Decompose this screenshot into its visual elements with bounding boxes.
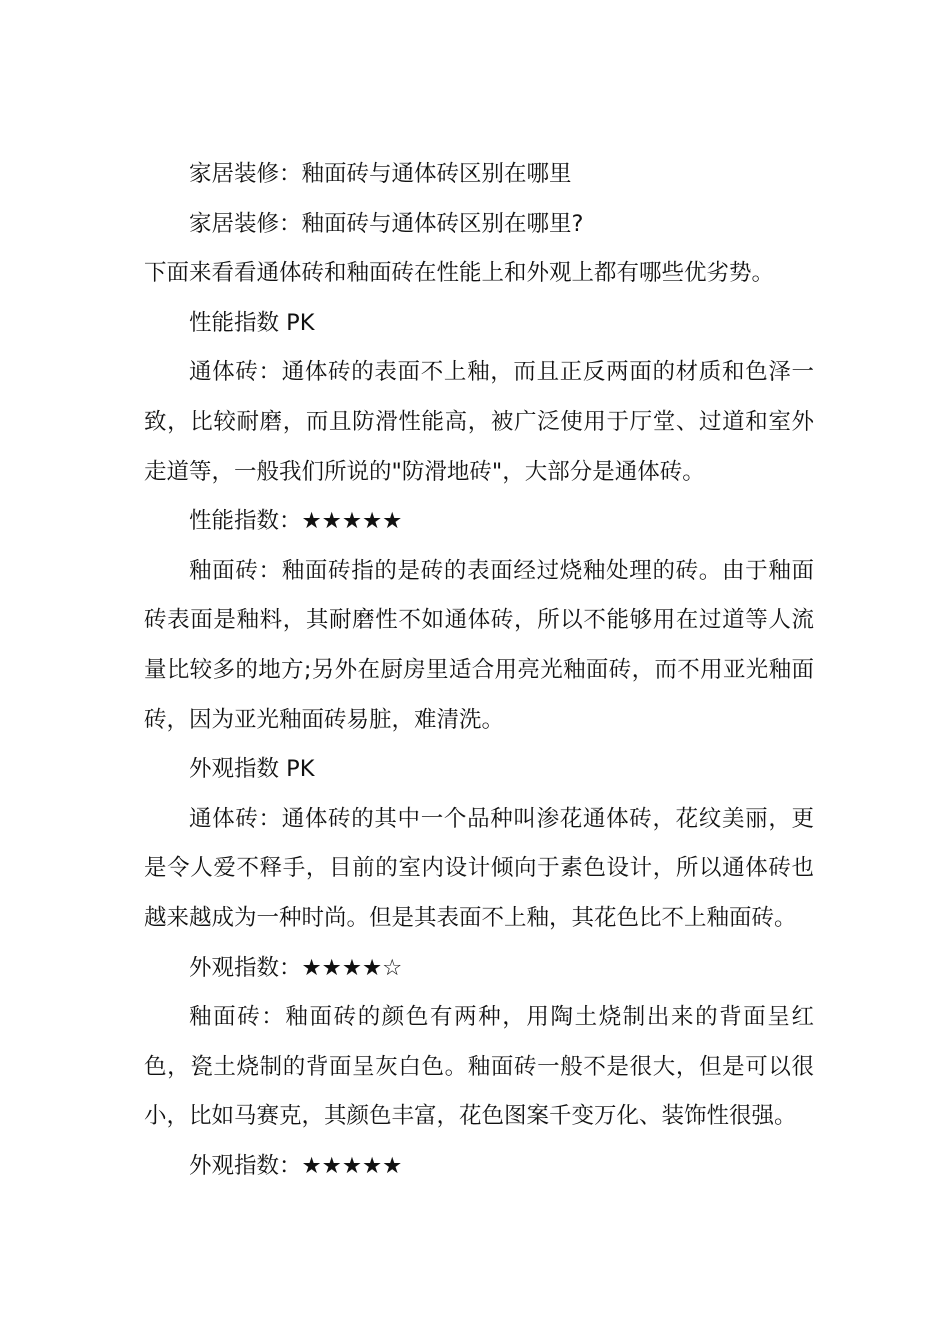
document-subtitle: 家居装修：釉面砖与通体砖区别在哪里? [189, 210, 584, 237]
rating-full-body-tile-performance: 性能指数：★★★★★ [189, 508, 403, 535]
rating-full-body-tile-appearance: 外观指数：★★★★☆ [189, 954, 403, 981]
paragraph-full-body-tile-performance: 通体砖：通体砖的表面不上釉，而且正反两面的材质和色泽一致，比较耐磨，而且防滑性能高，被广泛使用于厅堂、过道和室外走道等，一般我们所说的"防滑地砖"，大部分是通体砖。 [144, 359, 814, 485]
paragraph-full-body-tile-appearance: 通体砖：通体砖的其中一个品种叫渗花通体砖，花纹美丽，更是令人爱不释手，目前的室内设计倾向于素色设计，所以通体砖也越来越成为一种时尚。但是其表面不上釉，其花色比不上釉面砖。 [144, 805, 814, 931]
document-body [144, 150, 814, 1191]
section-heading-appearance: 外观指数 PK [189, 756, 315, 783]
paragraph-glazed-tile-appearance: 釉面砖：釉面砖的颜色有两种，用陶土烧制出来的背面呈红色，瓷土烧制的背面呈灰白色。釉面砖一般不是很大，但是可以很小，比如马赛克，其颜色丰富，花色图案千变万化、装饰性很强。 [144, 1004, 814, 1130]
rating-glazed-tile-appearance: 外观指数：★★★★★ [189, 1152, 403, 1179]
paragraph-glazed-tile-performance: 釉面砖：釉面砖指的是砖的表面经过烧釉处理的砖。由于釉面砖表面是釉料，其耐磨性不如通体砖，所以不能够用在过道等人流量比较多的地方;另外在厨房里适合用亮光釉面砖，而不用亚光釉面砖，因为亚光釉面砖易脏，难清洗。 [144, 557, 814, 733]
section-heading-performance: 性能指数 PK [189, 309, 315, 336]
intro-paragraph: 下面来看看通体砖和釉面砖在性能上和外观上都有哪些优劣势。 [144, 260, 775, 287]
document-title: 家居装修：釉面砖与通体砖区别在哪里 [189, 161, 572, 187]
